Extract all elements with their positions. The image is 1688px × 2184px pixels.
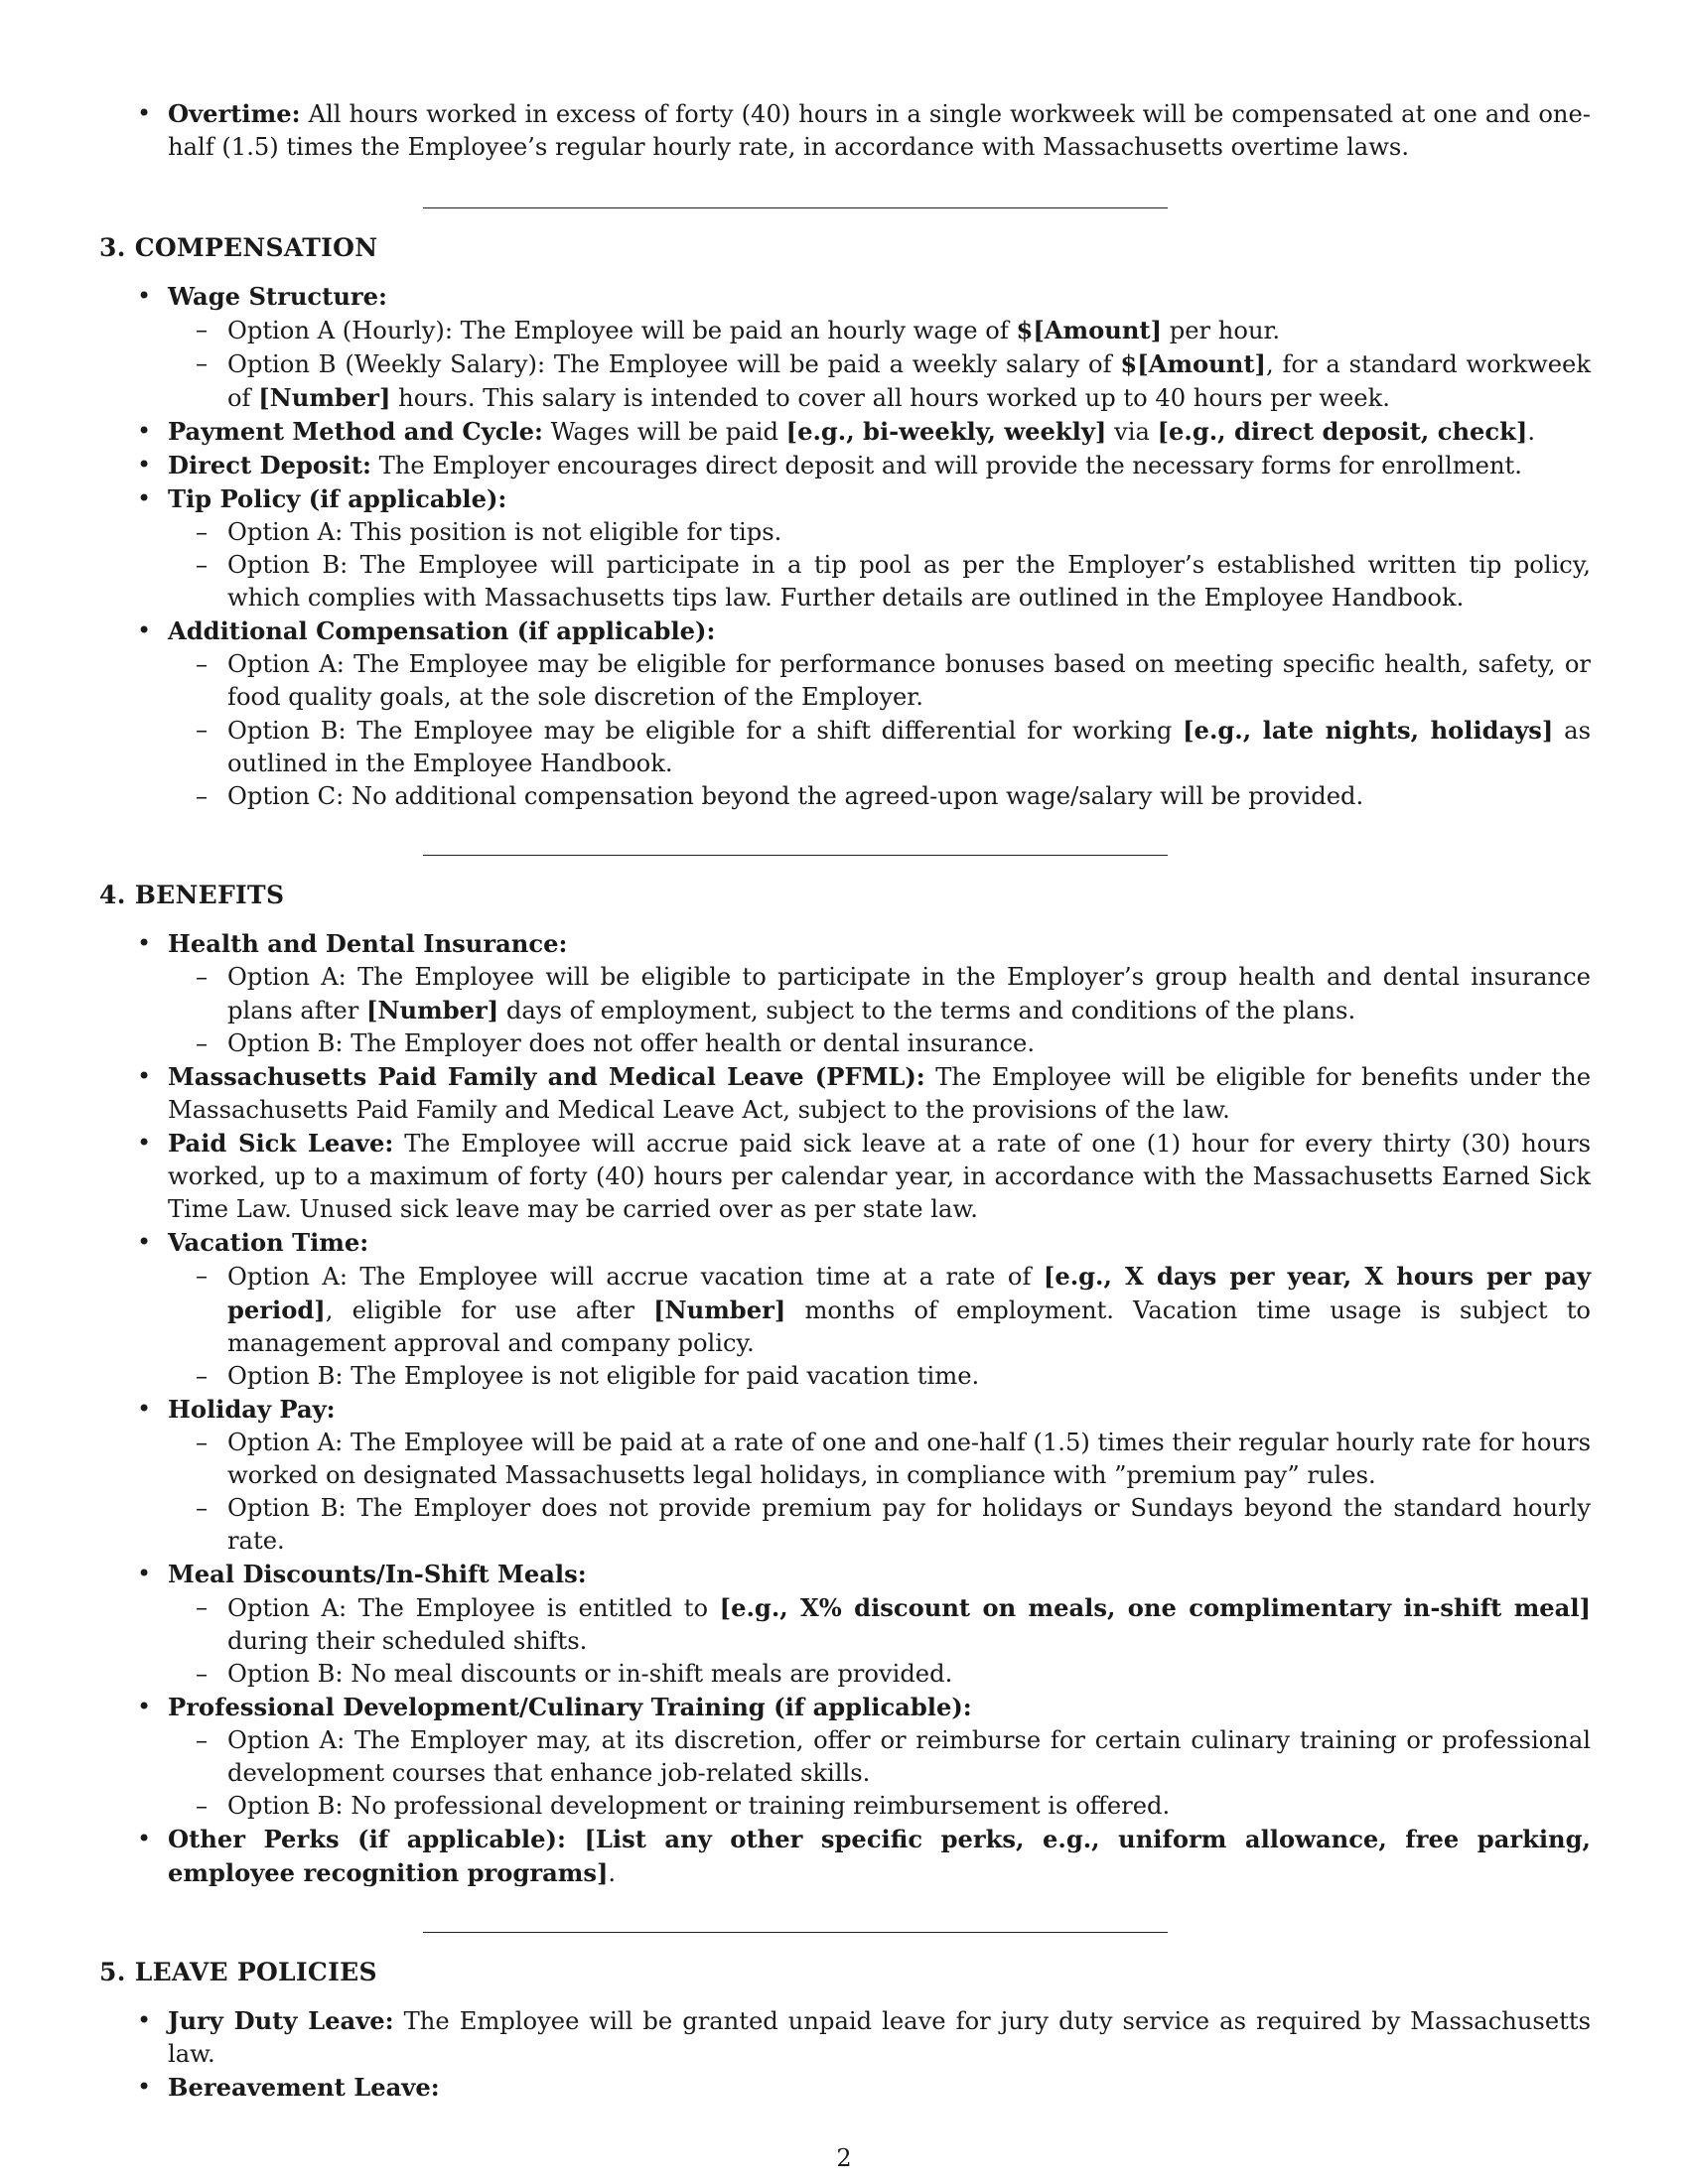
additional-options <box>168 648 1591 813</box>
list-item-other-perks: • Other Perks (if applicable): [List any other specific perks, e.g., uniform allowance, free parking, employee recognition programs]. <box>99 1823 1591 1890</box>
list-item-pfml: • Massachusetts Paid Family and Medical Leave (PFML): The Employee will be eligible for benefits under the Massachusetts Paid Family and Medical Leave Act, subject to the provisions of the law. <box>99 1060 1591 1127</box>
list-item: – Option A: This position is not eligible for tips. <box>168 516 1591 549</box>
list-item: – Option A: The Employee will be eligible to participate in the Employer’s group health and dental insurance plans after [Number] days of employment, subject to the terms and conditions of the plans. <box>168 961 1591 1027</box>
list-item-professional-development: • Professional Development/Culinary Training (if applicable): – Option A: The Employer may, at its discretion, offer or reimburse for certain culinary training or professional development courses that enhance job-related skills. – Option B: No professional development or training reimbursement is offered. <box>99 1691 1591 1823</box>
list-item-wage-structure: • Wage Structure: – Option A (Hourly): The Employee will be paid an hourly wage of $[Amount] per hour. – Option B (Weekly Salary): The Employee will be paid a weekly salary of $[Amount], for a standard workweek of [Number] hours. This salary is intended to cover all hours worked up to 40 hours per week. <box>99 280 1591 415</box>
list-item-overtime: • Overtime: All hours worked in excess of forty (40) hours in a single workweek will be compensated at one and one-half (1.5) times the Employee’s regular hourly rate, in accordance with Massachusetts overtime laws. <box>99 97 1591 164</box>
section-divider <box>423 855 1168 856</box>
section-divider <box>423 207 1168 208</box>
section-heading-compensation: 3. COMPENSATION <box>99 233 378 262</box>
compensation-list <box>99 280 1591 813</box>
list-item: – Option B: The Employer does not provide premium pay for holidays or Sundays beyond the standard hourly rate. <box>168 1492 1591 1558</box>
list-item: – Option A (Hourly): The Employee will be paid an hourly wage of $[Amount] per hour. <box>168 314 1591 347</box>
list-item-health-dental: • Health and Dental Insurance: – Option A: The Employee will be eligible to participate in the Employer’s group health and dental insurance plans after [Number] days of employment, subject to the terms and conditions of the plans. – Option B: The Employer does not offer health or dental insurance. <box>99 927 1591 1060</box>
section-divider <box>423 1932 1168 1933</box>
list-item: – Option B: No meal discounts or in-shift meals are provided. <box>168 1658 1591 1691</box>
list-item: – Option A: The Employee may be eligible for performance bonuses based on meeting specific health, safety, or food quality goals, at the sole discretion of the Employer. <box>168 648 1591 714</box>
list-item: – Option A: The Employee will be paid at a rate of one and one-half (1.5) times their regular hourly rate for hours worked on designated Massachusetts legal holidays, in compliance with ”premium pay” rules. <box>168 1427 1591 1492</box>
list-item: – Option B: No professional development or training reimbursement is offered. <box>168 1790 1591 1823</box>
list-item: – Option B (Weekly Salary): The Employee will be paid a weekly salary of $[Amount], for a standard workweek of [Number] hours. This salary is intended to cover all hours worked up to 40 hours per week. <box>168 347 1591 415</box>
list-item-vacation: • Vacation Time: – Option A: The Employee will accrue vacation time at a rate of [e.g., X days per year, X hours per pay period], eligible for use after [Number] months of employment. Vacation time usage is subject to management approval and company policy. – Option B: The Employee is not eligible for paid vacation time. <box>99 1226 1591 1393</box>
meal-options <box>168 1591 1591 1691</box>
vacation-options <box>168 1260 1591 1393</box>
wage-options <box>168 314 1591 415</box>
list-item: – Option C: No additional compensation beyond the agreed-upon wage/salary will be provided. <box>168 780 1591 813</box>
list-item-meal-discounts: • Meal Discounts/In-Shift Meals: – Option A: The Employee is entitled to [e.g., X% discount on meals, one complimentary in-shift meal] during their scheduled shifts. – Option B: No meal discounts or in-shift meals are provided. <box>99 1558 1591 1691</box>
list-item: – Option B: The Employee will participate in a tip pool as per the Employer’s established written tip policy, which complies with Massachusetts tips law. Further details are outlined in the Employee Handbook. <box>168 549 1591 614</box>
list-item-jury-duty: • Jury Duty Leave: The Employee will be granted unpaid leave for jury duty service as required by Massachusetts law. <box>99 2004 1591 2071</box>
list-item-additional-compensation: • Additional Compensation (if applicable): – Option A: The Employee may be eligible for performance bonuses based on meeting specific health, safety, or food quality goals, at the sole discretion of the Employer. – Option B: The Employee may be eligible for a shift differential for working [e.g., late nights, holidays] as outlined in the Employee Handbook. – Option C: No additional compensation beyond the agreed-upon wage/salary will be provided. <box>99 614 1591 813</box>
list-item: – Option A: The Employer may, at its discretion, offer or reimburse for certain culinary training or professional development courses that enhance job-related skills. <box>168 1724 1591 1790</box>
hours-list <box>99 97 1591 164</box>
list-item: – Option B: The Employee is not eligible for paid vacation time. <box>168 1360 1591 1393</box>
leave-list <box>99 2004 1591 2105</box>
list-item-sick-leave: • Paid Sick Leave: The Employee will accrue paid sick leave at a rate of one (1) hour for every thirty (30) hours worked, up to a maximum of forty (40) hours per calendar year, in accordance with the Massachusetts Earned Sick Time Law. Unused sick leave may be carried over as per state law. <box>99 1127 1591 1226</box>
benefits-list <box>99 927 1591 1890</box>
holiday-options <box>168 1427 1591 1558</box>
list-item-payment-method: • Payment Method and Cycle: Wages will be paid [e.g., bi-weekly, weekly] via [e.g., direct deposit, check]. <box>99 415 1591 449</box>
health-options <box>168 961 1591 1060</box>
list-item-bereavement: • Bereavement Leave: <box>99 2071 1591 2105</box>
section-heading-leave-policies: 5. LEAVE POLICIES <box>99 1958 377 1986</box>
list-item: – Option B: The Employer does not offer health or dental insurance. <box>168 1027 1591 1060</box>
document-body <box>99 97 1591 2105</box>
list-item: – Option A: The Employee will accrue vacation time at a rate of [e.g., X days per year, X hours per pay period], eligible for use after [Number] months of employment. Vacation time usage is subject to management approval and company policy. <box>168 1260 1591 1360</box>
list-item-direct-deposit: • Direct Deposit: The Employer encourages direct deposit and will provide the necessary forms for enrollment. <box>99 449 1591 482</box>
list-item-holiday-pay: • Holiday Pay: – Option A: The Employee will be paid at a rate of one and one-half (1.5) times their regular hourly rate for hours worked on designated Massachusetts legal holidays, in compliance with ”premium pay” rules. – Option B: The Employer does not provide premium pay for holidays or Sundays beyond the standard hourly rate. <box>99 1393 1591 1558</box>
list-item: – Option A: The Employee is entitled to [e.g., X% discount on meals, one complimentary in-shift meal] during their scheduled shifts. <box>168 1591 1591 1658</box>
list-item-tip-policy: • Tip Policy (if applicable): – Option A: This position is not eligible for tips. – Option B: The Employee will participate in a tip pool as per the Employer’s established written tip policy, which complies with Massachusetts tips law. Further details are outlined in the Employee Handbook. <box>99 482 1591 614</box>
pd-options <box>168 1724 1591 1823</box>
tip-options <box>168 516 1591 614</box>
section-heading-benefits: 4. BENEFITS <box>99 881 285 909</box>
list-item: – Option B: The Employee may be eligible for a shift differential for working [e.g., late nights, holidays] as outlined in the Employee Handbook. <box>168 714 1591 780</box>
page-number: 2 <box>836 2144 852 2172</box>
